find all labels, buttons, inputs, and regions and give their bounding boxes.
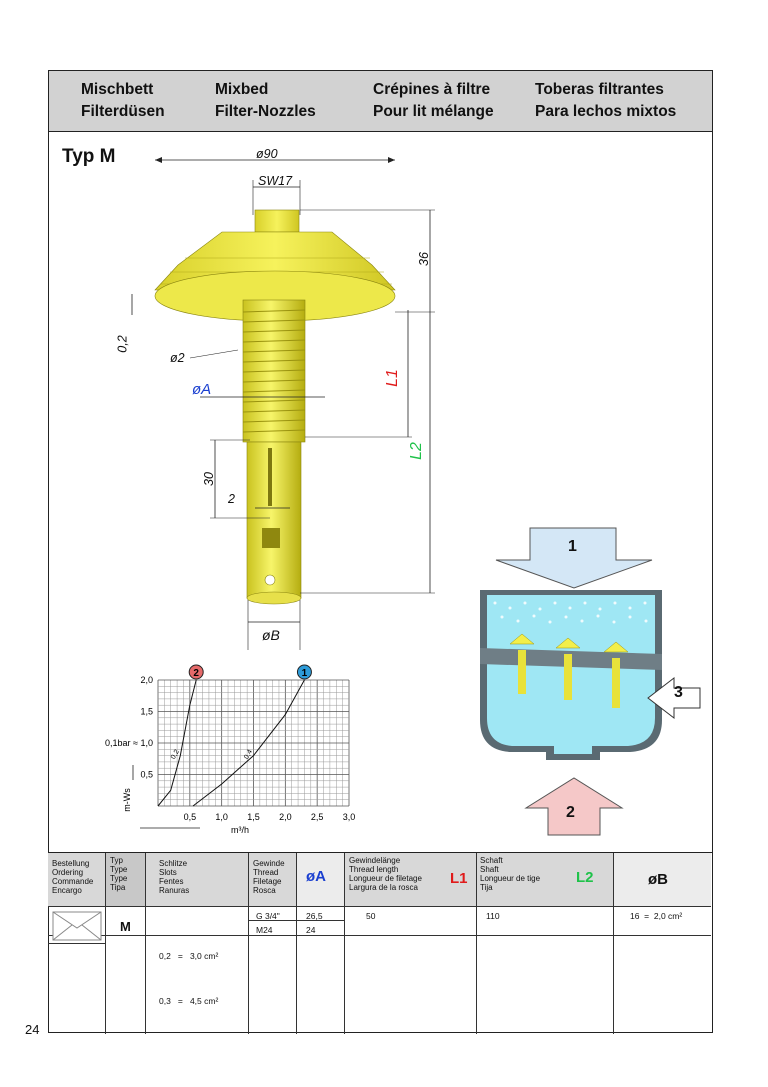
header-french bbox=[373, 79, 494, 123]
dim-label-36: 36 bbox=[416, 252, 431, 266]
table-rule bbox=[613, 853, 614, 1034]
x-tick-label: 2,5 bbox=[310, 812, 324, 822]
header-l1: L1 bbox=[450, 870, 468, 887]
header-english bbox=[215, 79, 316, 123]
header-english-line1: Mixbed bbox=[215, 81, 269, 98]
arrow-label-1: 1 bbox=[568, 538, 577, 555]
header-thread-length bbox=[349, 856, 422, 892]
header-text: Fentes bbox=[159, 877, 184, 886]
series-marker-label: 1 bbox=[301, 668, 308, 679]
row-slots bbox=[159, 919, 218, 1039]
arrow-icon bbox=[388, 157, 395, 163]
table-rule bbox=[105, 853, 106, 1034]
dim-label-sw: SW17 bbox=[258, 174, 293, 188]
arrow-label-2: 2 bbox=[566, 804, 575, 821]
table-rule bbox=[48, 935, 711, 936]
header-text: Commande bbox=[52, 877, 94, 886]
type-title: Typ M bbox=[62, 146, 116, 167]
header-text: Gewindelänge bbox=[349, 856, 401, 865]
header-shaft bbox=[480, 856, 540, 892]
x-tick-label: 1,5 bbox=[247, 812, 260, 822]
dim-label-a: øA bbox=[192, 381, 212, 398]
a-value: 26,5 bbox=[306, 911, 323, 921]
hex-head bbox=[255, 210, 299, 232]
header-english-line2: Filter-Nozzles bbox=[215, 103, 316, 120]
lower-shaft bbox=[247, 442, 301, 598]
a-value: 24 bbox=[306, 925, 316, 935]
row-thread bbox=[256, 909, 280, 937]
dim-label-l1: L1 bbox=[383, 369, 401, 387]
slot bbox=[268, 448, 272, 506]
table-rule bbox=[248, 853, 249, 1034]
table-rule bbox=[48, 943, 105, 944]
header-text: Type bbox=[110, 874, 128, 883]
dim-label-hole: ø2 bbox=[170, 351, 185, 365]
bottom-hole bbox=[265, 575, 275, 585]
y-tick-label: 1,5 bbox=[140, 706, 153, 717]
dim-label-gap: 0,2 bbox=[115, 335, 130, 353]
header-slots bbox=[159, 859, 189, 895]
header-text: Shaft bbox=[480, 865, 499, 874]
nozzle-drawing bbox=[100, 140, 460, 650]
header-ordering bbox=[52, 859, 93, 895]
x-tick-label: 2,0 bbox=[279, 812, 292, 822]
header-a: øA bbox=[306, 868, 326, 885]
table-rule bbox=[296, 853, 297, 1034]
header-text: Thread bbox=[253, 868, 279, 877]
header-text: Typ bbox=[110, 856, 123, 865]
y-tick-label: 0,1bar ≈ 1,0 bbox=[105, 738, 153, 748]
header-text: Slots bbox=[159, 868, 177, 877]
thread-value: M24 bbox=[256, 925, 273, 935]
header-text: Filetage bbox=[253, 877, 282, 886]
table-rule bbox=[48, 906, 711, 907]
dim-label-b: øB bbox=[262, 627, 280, 643]
table-rule bbox=[476, 853, 477, 1034]
header-text: Longueur de tige bbox=[480, 874, 541, 883]
header-text: Tija bbox=[480, 883, 493, 892]
header-text: Ordering bbox=[52, 868, 84, 877]
header-text: Bestellung bbox=[52, 859, 90, 868]
header-german-line2: Filterdüsen bbox=[81, 103, 165, 120]
header-text: Ranuras bbox=[159, 886, 190, 895]
header-text: Thread length bbox=[349, 865, 399, 874]
dim-label-slot-w: 2 bbox=[228, 492, 235, 506]
header-l2: L2 bbox=[576, 869, 594, 886]
header-french-line1: Crépines à filtre bbox=[373, 81, 491, 98]
header-text: Schaft bbox=[480, 856, 503, 865]
table-rule bbox=[145, 853, 146, 1034]
side-opening bbox=[262, 528, 280, 548]
row-l2: 110 bbox=[486, 911, 500, 921]
page-number: 24 bbox=[25, 1022, 40, 1037]
flow-illustration bbox=[470, 520, 710, 845]
arrow-label-3: 3 bbox=[674, 684, 683, 701]
arrow-icon bbox=[155, 157, 162, 163]
header-text: Gewinde bbox=[253, 859, 285, 868]
header-spanish bbox=[535, 79, 676, 123]
header-type bbox=[110, 856, 127, 892]
dim-label-30: 30 bbox=[201, 472, 216, 486]
x-tick-label: 0,5 bbox=[183, 812, 197, 822]
dim-label-l2: L2 bbox=[407, 442, 425, 460]
x-tick-label: 3,0 bbox=[342, 812, 356, 822]
thread-value: G 3/4" bbox=[256, 911, 280, 921]
x-tick-label: 1,0 bbox=[215, 812, 228, 822]
row-type: M bbox=[120, 919, 131, 934]
header-b: øB bbox=[648, 871, 668, 888]
header-german-line1: Mischbett bbox=[81, 81, 154, 98]
header-french-line2: Pour lit mélange bbox=[373, 103, 494, 120]
row-l1: 50 bbox=[366, 911, 376, 921]
header-spanish-line1: Toberas filtrantes bbox=[535, 81, 664, 98]
row-b: 16 = 2,0 cm² bbox=[630, 911, 683, 921]
header-text: Longueur de filetage bbox=[349, 874, 422, 883]
header-spanish-line2: Para lechos mixtos bbox=[535, 103, 677, 120]
envelope-icon[interactable] bbox=[52, 911, 102, 941]
y-tick-label: 0,5 bbox=[140, 769, 153, 780]
table-rule bbox=[344, 853, 345, 1034]
header-text: Schlitze bbox=[159, 859, 188, 868]
header-text: Encargo bbox=[52, 886, 82, 895]
y-axis-label: m-Ws bbox=[122, 788, 132, 812]
title-header bbox=[48, 70, 713, 132]
header-german bbox=[81, 79, 165, 123]
leader-hole bbox=[190, 350, 238, 358]
dim-label-90: ø90 bbox=[256, 147, 278, 161]
pressure-drop-chart bbox=[80, 660, 370, 845]
shaft-end bbox=[247, 592, 301, 604]
inflow-arrow bbox=[496, 528, 652, 588]
header-thread bbox=[253, 859, 285, 895]
slot-value: 0,2 = 3,0 cm² bbox=[159, 951, 219, 961]
slot-value: 0,3 = 4,5 cm² bbox=[159, 996, 219, 1006]
y-tick-label: 2,0 bbox=[140, 675, 153, 685]
row-a bbox=[306, 909, 323, 937]
series-marker-label: 2 bbox=[193, 668, 199, 679]
header-text: Type bbox=[110, 865, 128, 874]
series-curve-label: 0,4 bbox=[243, 748, 255, 761]
x-axis-label: m³/h bbox=[231, 825, 249, 835]
series-curve-label: 0,2 bbox=[169, 748, 181, 761]
header-text: Tipa bbox=[110, 883, 126, 892]
header-text: Largura de la rosca bbox=[349, 883, 418, 892]
ordering-table bbox=[48, 852, 713, 1033]
header-text: Rosca bbox=[253, 886, 276, 895]
